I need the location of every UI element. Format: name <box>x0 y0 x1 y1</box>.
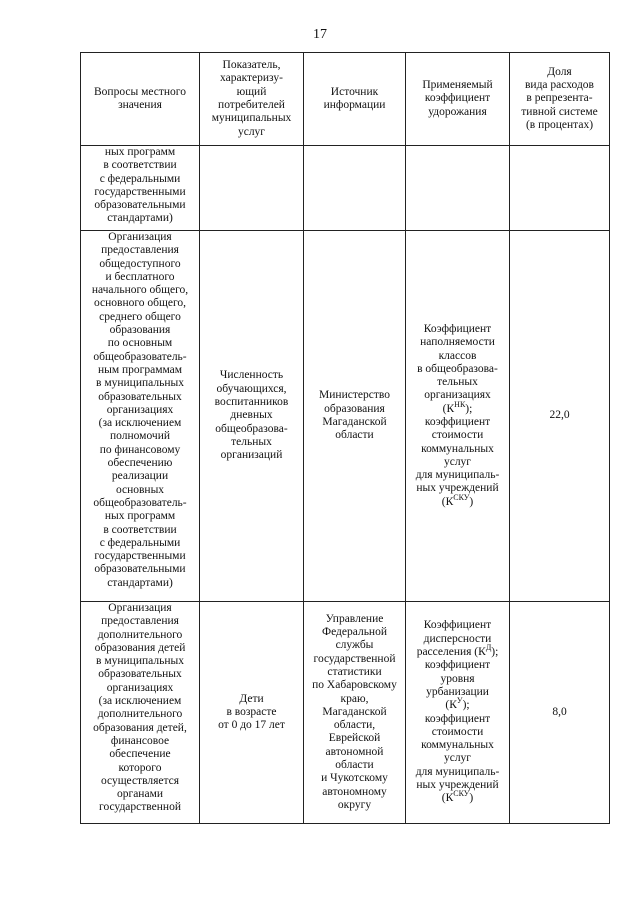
cell-line: в муниципальных <box>96 655 184 668</box>
cell-line: 8,0 <box>552 705 567 718</box>
cell-line: предоставления <box>101 615 179 628</box>
table-cell <box>81 231 200 602</box>
cell-line: ных учреждений <box>416 482 499 495</box>
cell-line: информации <box>323 99 386 111</box>
cell-line: среднего общего <box>99 310 181 323</box>
cell-line: Коэффициент <box>423 322 492 335</box>
cell-line: ных учреждений <box>416 778 499 791</box>
cell-line: дисперсности <box>423 632 492 645</box>
cell-line: $(К^{СКУ})$ <box>441 492 474 508</box>
cell-line: ных программ <box>104 146 176 158</box>
cell-line: стандартами) <box>107 576 173 589</box>
cell-line: с федеральными <box>99 172 181 185</box>
cell-line: от 0 до 17 лет <box>218 719 285 732</box>
cell-line: Численность <box>219 369 284 382</box>
cell-line: урбанизации <box>426 685 489 698</box>
cell-line: области <box>335 429 374 442</box>
cell-line: обеспечению <box>107 457 173 470</box>
cell-line: области <box>335 759 374 772</box>
cell-line: образовательными <box>94 199 186 212</box>
cell-line: $(К^{СКУ})$ <box>441 789 474 805</box>
cell-line: дневных <box>230 409 273 422</box>
cell-line: полномочий <box>110 430 170 443</box>
cell-line: Организация <box>108 231 172 243</box>
cell-line: Вопросы местного <box>94 85 186 98</box>
cell-line: основного общего, <box>93 297 187 310</box>
cell-line: наполняемости <box>420 336 495 349</box>
cell-line: организациях <box>106 403 174 416</box>
cell-line: образования <box>109 324 171 337</box>
cell-line: стоимости <box>431 725 484 738</box>
cell-line: Управление <box>325 612 384 625</box>
cell-line: Доля <box>547 65 572 78</box>
cell-line: осуществляется <box>100 774 180 787</box>
cell-line: Министерство <box>319 389 390 402</box>
cell-line: ных программ <box>104 510 176 523</box>
cell-line: краю, <box>340 692 369 705</box>
cell-line: $(К^{НК})$; <box>442 399 473 415</box>
cell-line: государственной <box>313 652 396 665</box>
cell-line: коэффициент <box>424 92 491 105</box>
cell-line: организаций <box>220 449 283 462</box>
table-cell <box>304 602 406 824</box>
cell-line: Еврейской <box>328 732 381 745</box>
cell-line: уровня <box>440 672 475 685</box>
cell-line: государственными <box>94 550 186 563</box>
cell-line: финансовое <box>110 734 170 747</box>
cell-line: Показатель, <box>222 59 281 72</box>
cell-line: вида расходов <box>525 79 594 92</box>
cell-line: классов <box>438 349 477 362</box>
cell-line: общеобразователь- <box>93 496 187 509</box>
table-cell <box>510 146 610 231</box>
header-cell-indicator <box>200 53 304 146</box>
cell-line: образовательных <box>98 668 182 681</box>
cell-line: организациях <box>424 389 491 402</box>
cell-line: службы <box>335 639 374 652</box>
cell-line: потребителей <box>218 99 285 111</box>
table-row <box>81 231 610 602</box>
cell-line: Магаданской <box>322 705 387 718</box>
cell-line: государственной <box>99 801 181 814</box>
cell-line: коэффициент <box>424 712 491 725</box>
table-cell <box>81 146 200 231</box>
cell-line: общеобразователь- <box>93 350 187 363</box>
cell-line: Источник <box>330 85 379 98</box>
cell-line: (за исключением <box>98 695 182 708</box>
table-cell <box>200 231 304 602</box>
cell-line: коммунальных <box>421 739 494 752</box>
page-number: 17 <box>313 27 327 42</box>
cell-line: Коэффициент <box>423 619 492 632</box>
cell-line: образования <box>324 402 385 415</box>
cell-line: округу <box>337 798 372 811</box>
cell-line: области, <box>333 719 376 732</box>
cell-line: общеобразова- <box>215 422 288 435</box>
cell-line: основных <box>115 483 165 496</box>
cell-line: воспитанников <box>214 396 289 409</box>
cell-line: удорожания <box>428 105 487 118</box>
cell-line: образовательных <box>98 390 182 403</box>
cell-line: предоставления <box>101 244 179 257</box>
cell-line: статистики <box>327 665 382 678</box>
table-cell <box>406 602 510 824</box>
cell-line: и Чукотскому <box>321 772 388 785</box>
cell-line: Применяемый <box>422 79 493 92</box>
cell-line: в общеобразова- <box>417 362 498 375</box>
table-cell <box>81 602 200 824</box>
cell-line: автономному <box>322 785 387 798</box>
cell-line: общедоступного <box>99 257 181 270</box>
cell-line: коэффициент <box>424 659 491 672</box>
cell-line: по финансовому <box>99 443 181 456</box>
cell-line: обучающихся, <box>216 382 287 395</box>
cell-line: в муниципальных <box>96 377 184 390</box>
cell-line: муниципальных <box>211 112 292 125</box>
cell-line: в репрезента- <box>526 92 593 105</box>
cell-line: тельных <box>437 376 478 389</box>
cell-line: начального общего, <box>91 284 189 297</box>
cost-table <box>80 52 610 824</box>
cell-line: с федеральными <box>99 536 181 549</box>
cell-line: обеспечение <box>109 748 171 761</box>
cell-line: дополнительного <box>97 628 183 641</box>
table-cell <box>510 602 610 824</box>
cell-line: 22,0 <box>549 409 570 422</box>
cell-line: автономной <box>325 745 384 758</box>
header-cell-source <box>304 53 406 146</box>
header-cell-share <box>510 53 610 146</box>
cell-line: услуг <box>443 455 472 468</box>
cell-line: по основным <box>107 337 173 350</box>
cell-line: организациях <box>106 681 174 694</box>
table-cell <box>200 146 304 231</box>
cell-line: для муниципаль- <box>415 765 500 778</box>
table-cell <box>304 231 406 602</box>
cell-line: коэффициент <box>424 416 491 428</box>
cell-line: стоимости <box>431 429 484 442</box>
header-cell-issue <box>81 53 200 146</box>
cell-line: расселения $(К^Д)$; <box>416 643 499 659</box>
header-cell-coefficient <box>406 53 510 146</box>
cell-line: (за исключением <box>98 417 182 430</box>
cell-line: $(К^У)$; <box>445 696 470 712</box>
cell-line: образования детей <box>94 641 186 654</box>
cell-line: ющий <box>236 85 267 98</box>
table-header-row <box>81 53 610 146</box>
table-cell <box>200 602 304 824</box>
cell-line: стандартами) <box>107 212 173 225</box>
table-row <box>81 602 610 824</box>
cell-line: в возрасте <box>226 705 277 718</box>
cell-line: для муниципаль- <box>415 469 500 482</box>
cell-line: коммунальных <box>421 442 494 455</box>
cell-line: государственными <box>94 185 186 198</box>
cell-line: (в процентах) <box>525 118 594 131</box>
table-cell <box>304 146 406 231</box>
cell-line: в соответствии <box>103 159 177 172</box>
cell-line: реализации <box>111 470 169 483</box>
cell-line: образовательными <box>94 563 186 576</box>
cell-line: ным программам <box>97 363 183 376</box>
cell-line: Федеральной <box>322 626 387 639</box>
cell-line: Дети <box>239 692 264 705</box>
cell-line: услуг <box>237 125 266 138</box>
cell-line: в соответствии <box>103 523 177 536</box>
table-cell <box>406 146 510 231</box>
cell-line: дополнительного <box>97 708 183 721</box>
cell-line: тельных <box>231 435 272 448</box>
cell-line: Организация <box>108 602 172 614</box>
cell-line: по Хабаровскому <box>312 679 397 692</box>
table-row <box>81 146 610 231</box>
cell-line: значения <box>118 99 162 111</box>
table-cell <box>406 231 510 602</box>
cell-line: которого <box>118 761 162 774</box>
cell-line: Магаданской <box>322 416 387 428</box>
cell-line: тивной системе <box>521 105 598 118</box>
cell-line: услуг <box>443 752 472 765</box>
cell-line: образования детей, <box>93 721 187 734</box>
table-cell <box>510 231 610 602</box>
cell-line: и бесплатного <box>105 270 175 283</box>
cell-line: характеризу- <box>220 72 283 85</box>
cell-line: органами <box>116 788 163 801</box>
